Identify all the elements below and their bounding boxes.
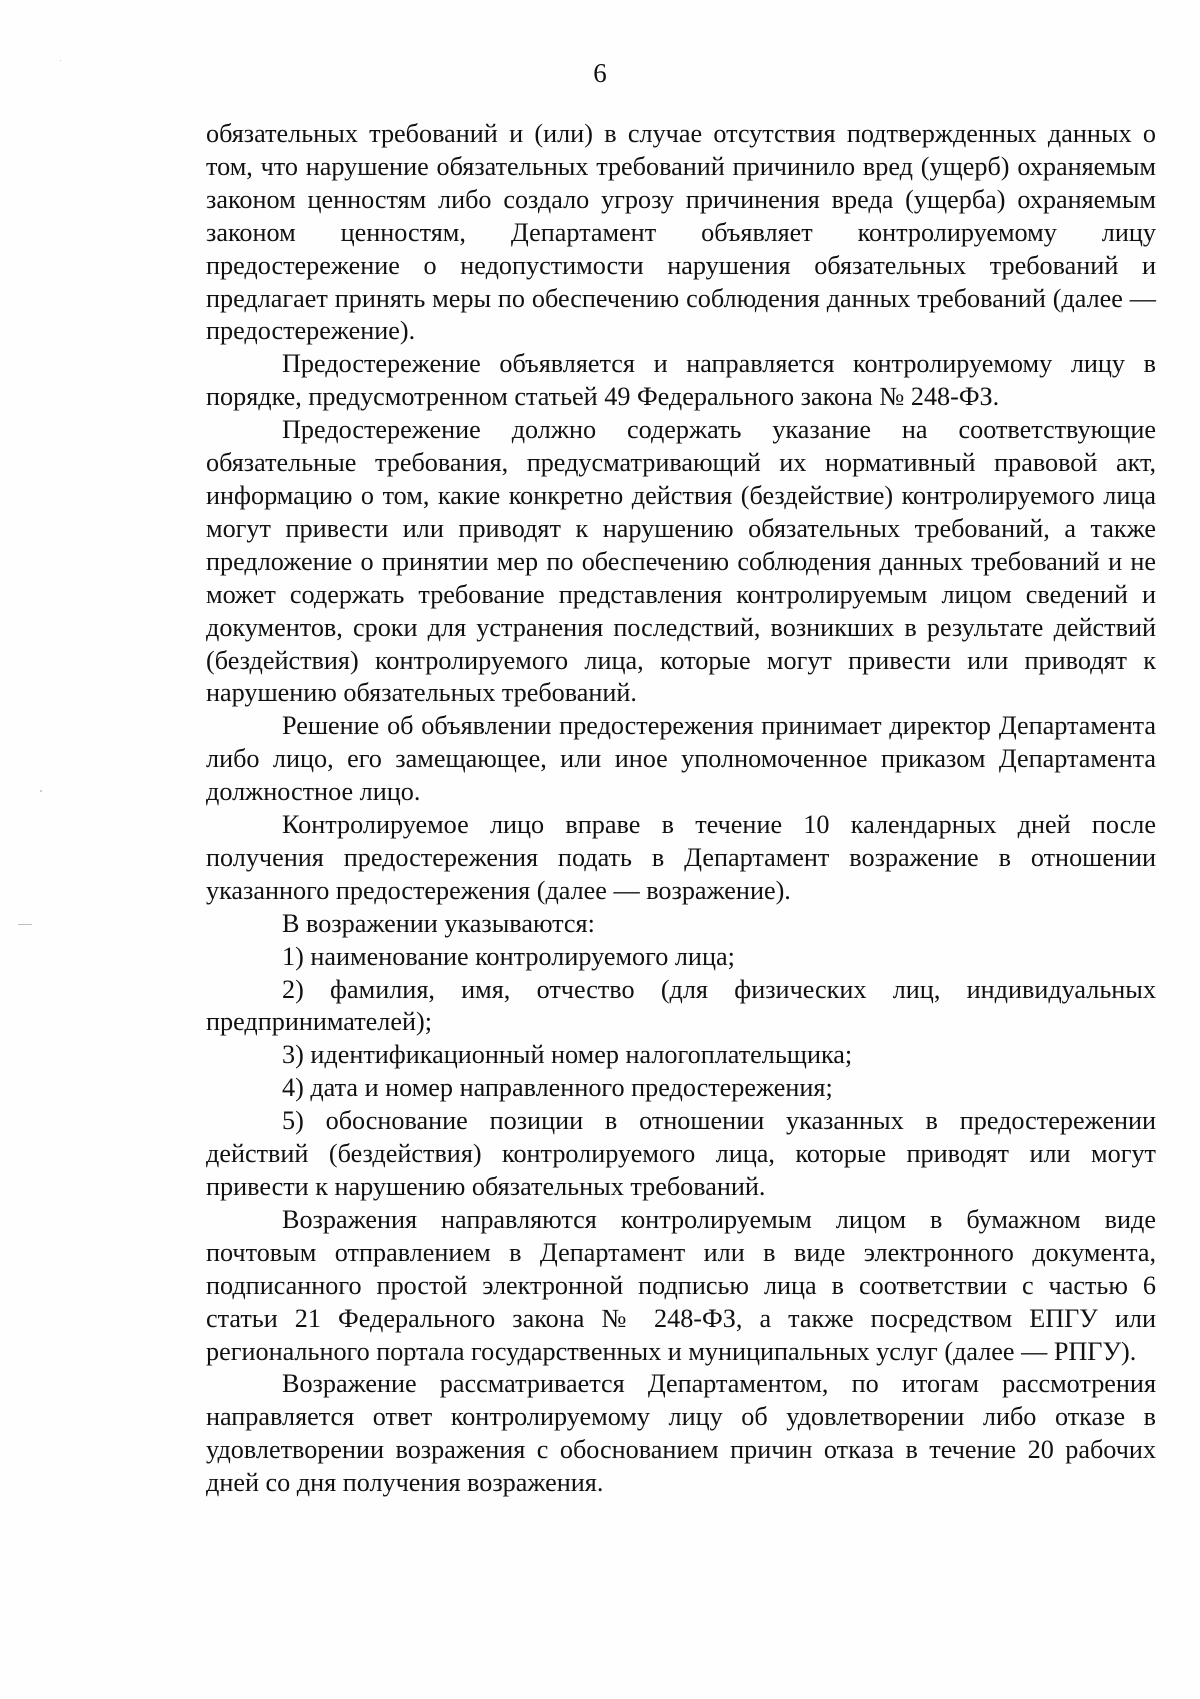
list-item-1: 1) наименование контролируемого лица;	[282, 941, 735, 971]
paragraph-warning-content: Предостережение должно содержать указание на соответствующие обязательные требования, предусматривающий их нормативный правовой акт, информацию о том, какие конкретно действия (бездействие) контролируемого лица могут привести или приводят к нарушению обязательных требований, а также предложение о принятии мер по обеспечению соблюдения данных требований и не может содержать требование представления контролируемым лицом сведений и документов, сроки для устранения последствий, возникших в результате действий (бездействия) контролируемого лица, которые могут привести или приводят к нарушению обязательных требований.	[206, 415, 1156, 708]
scan-artifact	[40, 790, 42, 792]
paragraph-warning-decision: Решение об объявлении предостережения принимает директор Департамента либо лицо, его замещающее, или иное уполномоченное приказом Департамента должностное лицо.	[206, 711, 1156, 807]
paragraph-objection-contents-intro: В возражении указываются:	[282, 908, 595, 938]
paragraph-objection-right: Контролируемое лицо вправе в течение 10 календарных дней после получения предостережения подать в Департамент возражение в отношении указанного предостережения (далее — возражение).	[206, 810, 1156, 905]
paragraph-warning-announcement: Предостережение объявляется и направляется контролируемому лицу в порядке, предусмотренном статьей 49 Федерального закона № 248-ФЗ.	[206, 349, 1156, 412]
list-item-4: 4) дата и номер направленного предостережения;	[282, 1073, 833, 1103]
paragraph-objection-submission: Возражения направляются контролируемым лицом в бумажном виде почтовым отправлением в Департамент или в виде электронного документа, подписанного простой электронной подписью лица в соответствии с частью 6 статьи 21 Федерального закона № 248-ФЗ, а также посредством ЕПГУ или регионального портала государственных и муниципальных услуг (далее — РПГУ).	[206, 1204, 1156, 1366]
list-item-2: 2) фамилия, имя, отчество (для физических лиц, индивидуальных предпринимателей);	[206, 974, 1156, 1037]
paragraph-objection-review: Возражение рассматривается Департаментом, по итогам рассмотрения направляется ответ контролируемому лицу об удовлетворении либо отказе в удовлетворении возражения с обоснованием причин отказа в течение 20 рабочих дней со дня получения возражения.	[206, 1369, 1156, 1498]
scan-artifact	[18, 924, 32, 925]
page-number: 6	[593, 58, 607, 88]
paragraph-warning-conditions: обязательных требований и (или) в случае отсутствия подтвержденных данных о том, что нарушение обязательных требований причинило вред (ущерб) охраняемым законом ценностям либо создало угрозу причинения вреда (ущерба) охраняемым законом ценностям, Департамент объявляет контролируемому лицу предостережение о недопустимости нарушения обязательных требований и предлагает принять меры по обеспечению соблюдения данных требований (далее — предостережение).	[206, 119, 1156, 346]
list-item-5: 5) обоснование позиции в отношении указанных в предостережении действий (бездействия) контролируемого лица, которые приводят или могут привести к нарушению обязательных требований.	[206, 1106, 1156, 1201]
list-item-3: 3) идентификационный номер налогоплательщика;	[282, 1040, 853, 1070]
scan-artifact	[60, 60, 61, 61]
document-body	[206, 118, 1156, 1500]
